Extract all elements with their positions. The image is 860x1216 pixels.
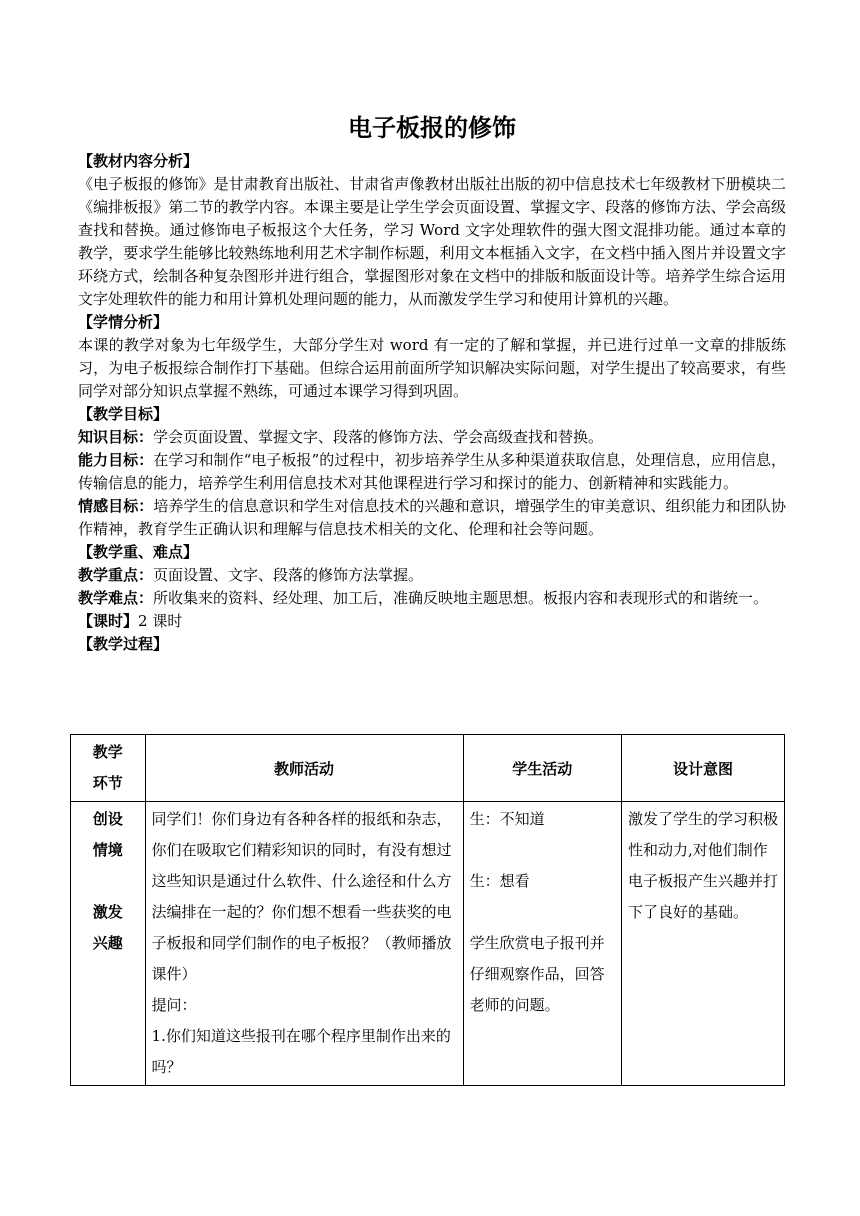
heading-material: 【教材内容分析】 — [78, 152, 199, 170]
student-activity-cell — [463, 802, 621, 1086]
section-a: 创设情境 — [92, 810, 123, 859]
teaching-focus — [78, 564, 786, 587]
section-cell — [71, 802, 146, 1086]
knowledge-goal — [78, 426, 786, 449]
student-activity-1: 生：不知道 — [469, 810, 545, 828]
teaching-focus-text: 页面设置、文字、段落的修饰方法掌握。 — [153, 566, 424, 584]
header-intent: 设计意图 — [621, 735, 784, 802]
design-intent-text: 激发了学生的学习积极性和动力,对他们制作电子板报产生兴趣并打下了良好的基础。 — [627, 810, 778, 921]
emotion-goal-label: 情感目标： — [78, 497, 154, 515]
teaching-difficulty-label: 教学难点： — [78, 589, 154, 607]
emotion-goal-text: 培养学生的信息意识和学生对信息技术的兴趣和意识，增强学生的审美意识、组织能力和团队协作精神，教育学生正确认识和理解与信息技术相关的文化、伦理和社会等问题。 — [78, 497, 786, 538]
teacher-activity-intro: 同学们！你们身边有各种各样的报纸和杂志，你们在吸取它们精彩知识的同时，有没有想过这些知识是通过什么软件、什么途径和什么方法编排在一起的？你们想不想看一些获奖的电子板报和同学们制作的电子板报？（教师播放课件） — [151, 810, 452, 983]
heading-students: 【学情分析】 — [78, 313, 169, 331]
section-b: 激发兴趣 — [92, 903, 123, 952]
teaching-focus-label: 教学重点： — [78, 566, 154, 584]
teaching-process-table — [70, 734, 785, 1086]
table-row — [71, 802, 785, 1086]
emotion-goal — [78, 495, 786, 541]
teacher-activity-cell — [145, 802, 463, 1086]
student-activity-2: 生：想看 — [469, 872, 530, 890]
document-title: 电子板报的修饰 — [348, 114, 516, 142]
teacher-activity-question-label: 提问： — [151, 996, 197, 1014]
knowledge-goal-label: 知识目标： — [78, 428, 154, 446]
header-student: 学生活动 — [463, 735, 621, 802]
header-teacher: 教师活动 — [145, 735, 463, 802]
design-intent-cell — [621, 802, 784, 1086]
header-section-label: 教学环节 — [92, 743, 123, 792]
class-hours-text: 2 课时 — [138, 612, 183, 630]
ability-goal — [78, 449, 786, 495]
document-body — [78, 110, 786, 656]
teacher-activity-question-1: 1.你们知道这些报刊在哪个程序里制作出来的吗？ — [151, 1027, 451, 1076]
student-activity-3: 学生欣赏电子报刊并仔细观察作品，回答老师的问题。 — [469, 934, 605, 1014]
ability-goal-label: 能力目标： — [78, 451, 154, 469]
table-header-row — [71, 735, 785, 802]
header-section — [71, 735, 146, 802]
heading-hours: 【课时】 — [78, 612, 139, 630]
student-analysis-text: 本课的教学对象为七年级学生，大部分学生对 word 有一定的了解和掌握，并已进行过单一文章的排版练习，为电子板报综合制作打下基础。但综合运用前面所学知识解决实际问题，对学生提出了较高要求，有些同学对部分知识点掌握不熟练，可通过本课学习得到巩固。 — [78, 336, 786, 400]
heading-keypoints: 【教学重、难点】 — [78, 543, 199, 561]
heading-process: 【教学过程】 — [78, 635, 169, 653]
teaching-difficulty-text: 所收集来的资料、经处理、加工后，准确反映地主题思想。板报内容和表现形式的和谐统一。 — [153, 589, 769, 607]
ability-goal-text: 在学习和制作“电子板报”的过程中，初步培养学生从多种渠道获取信息，处理信息，应用信息，传输信息的能力，培养学生利用信息技术对其他课程进行学习和探讨的能力、创新精神和实践能力。 — [78, 451, 786, 492]
heading-goals: 【教学目标】 — [78, 405, 169, 423]
class-hours — [78, 610, 786, 633]
teaching-difficulty — [78, 587, 786, 610]
knowledge-goal-text: 学会页面设置、掌握文字、段落的修饰方法、学会高级查找和替换。 — [153, 428, 604, 446]
material-analysis-text: 《电子板报的修饰》是甘肃教育出版社、甘肃省声像教材出版社出版的初中信息技术七年级教材下册模块二《编排板报》第二节的教学内容。本课主要是让学生学会页面设置、掌握文字、段落的修饰方法、学会高级查找和替换。通过修饰电子板报这个大任务，学习 Word 文字处理软件的强大图文混排功能。通过本章的教学，要求学生能够比较熟练地利用艺术字制作标题，利用文本框插入文字，在文档中插入图片并设置文字环绕方式，绘制各种复杂图形并进行组合，掌握图形对象在文档中的排版和版面设计等。培养学生综合运用文字处理软件的能力和用计算机处理问题的能力，从而激发学生学习和使用计算机的兴趣。 — [78, 175, 786, 308]
